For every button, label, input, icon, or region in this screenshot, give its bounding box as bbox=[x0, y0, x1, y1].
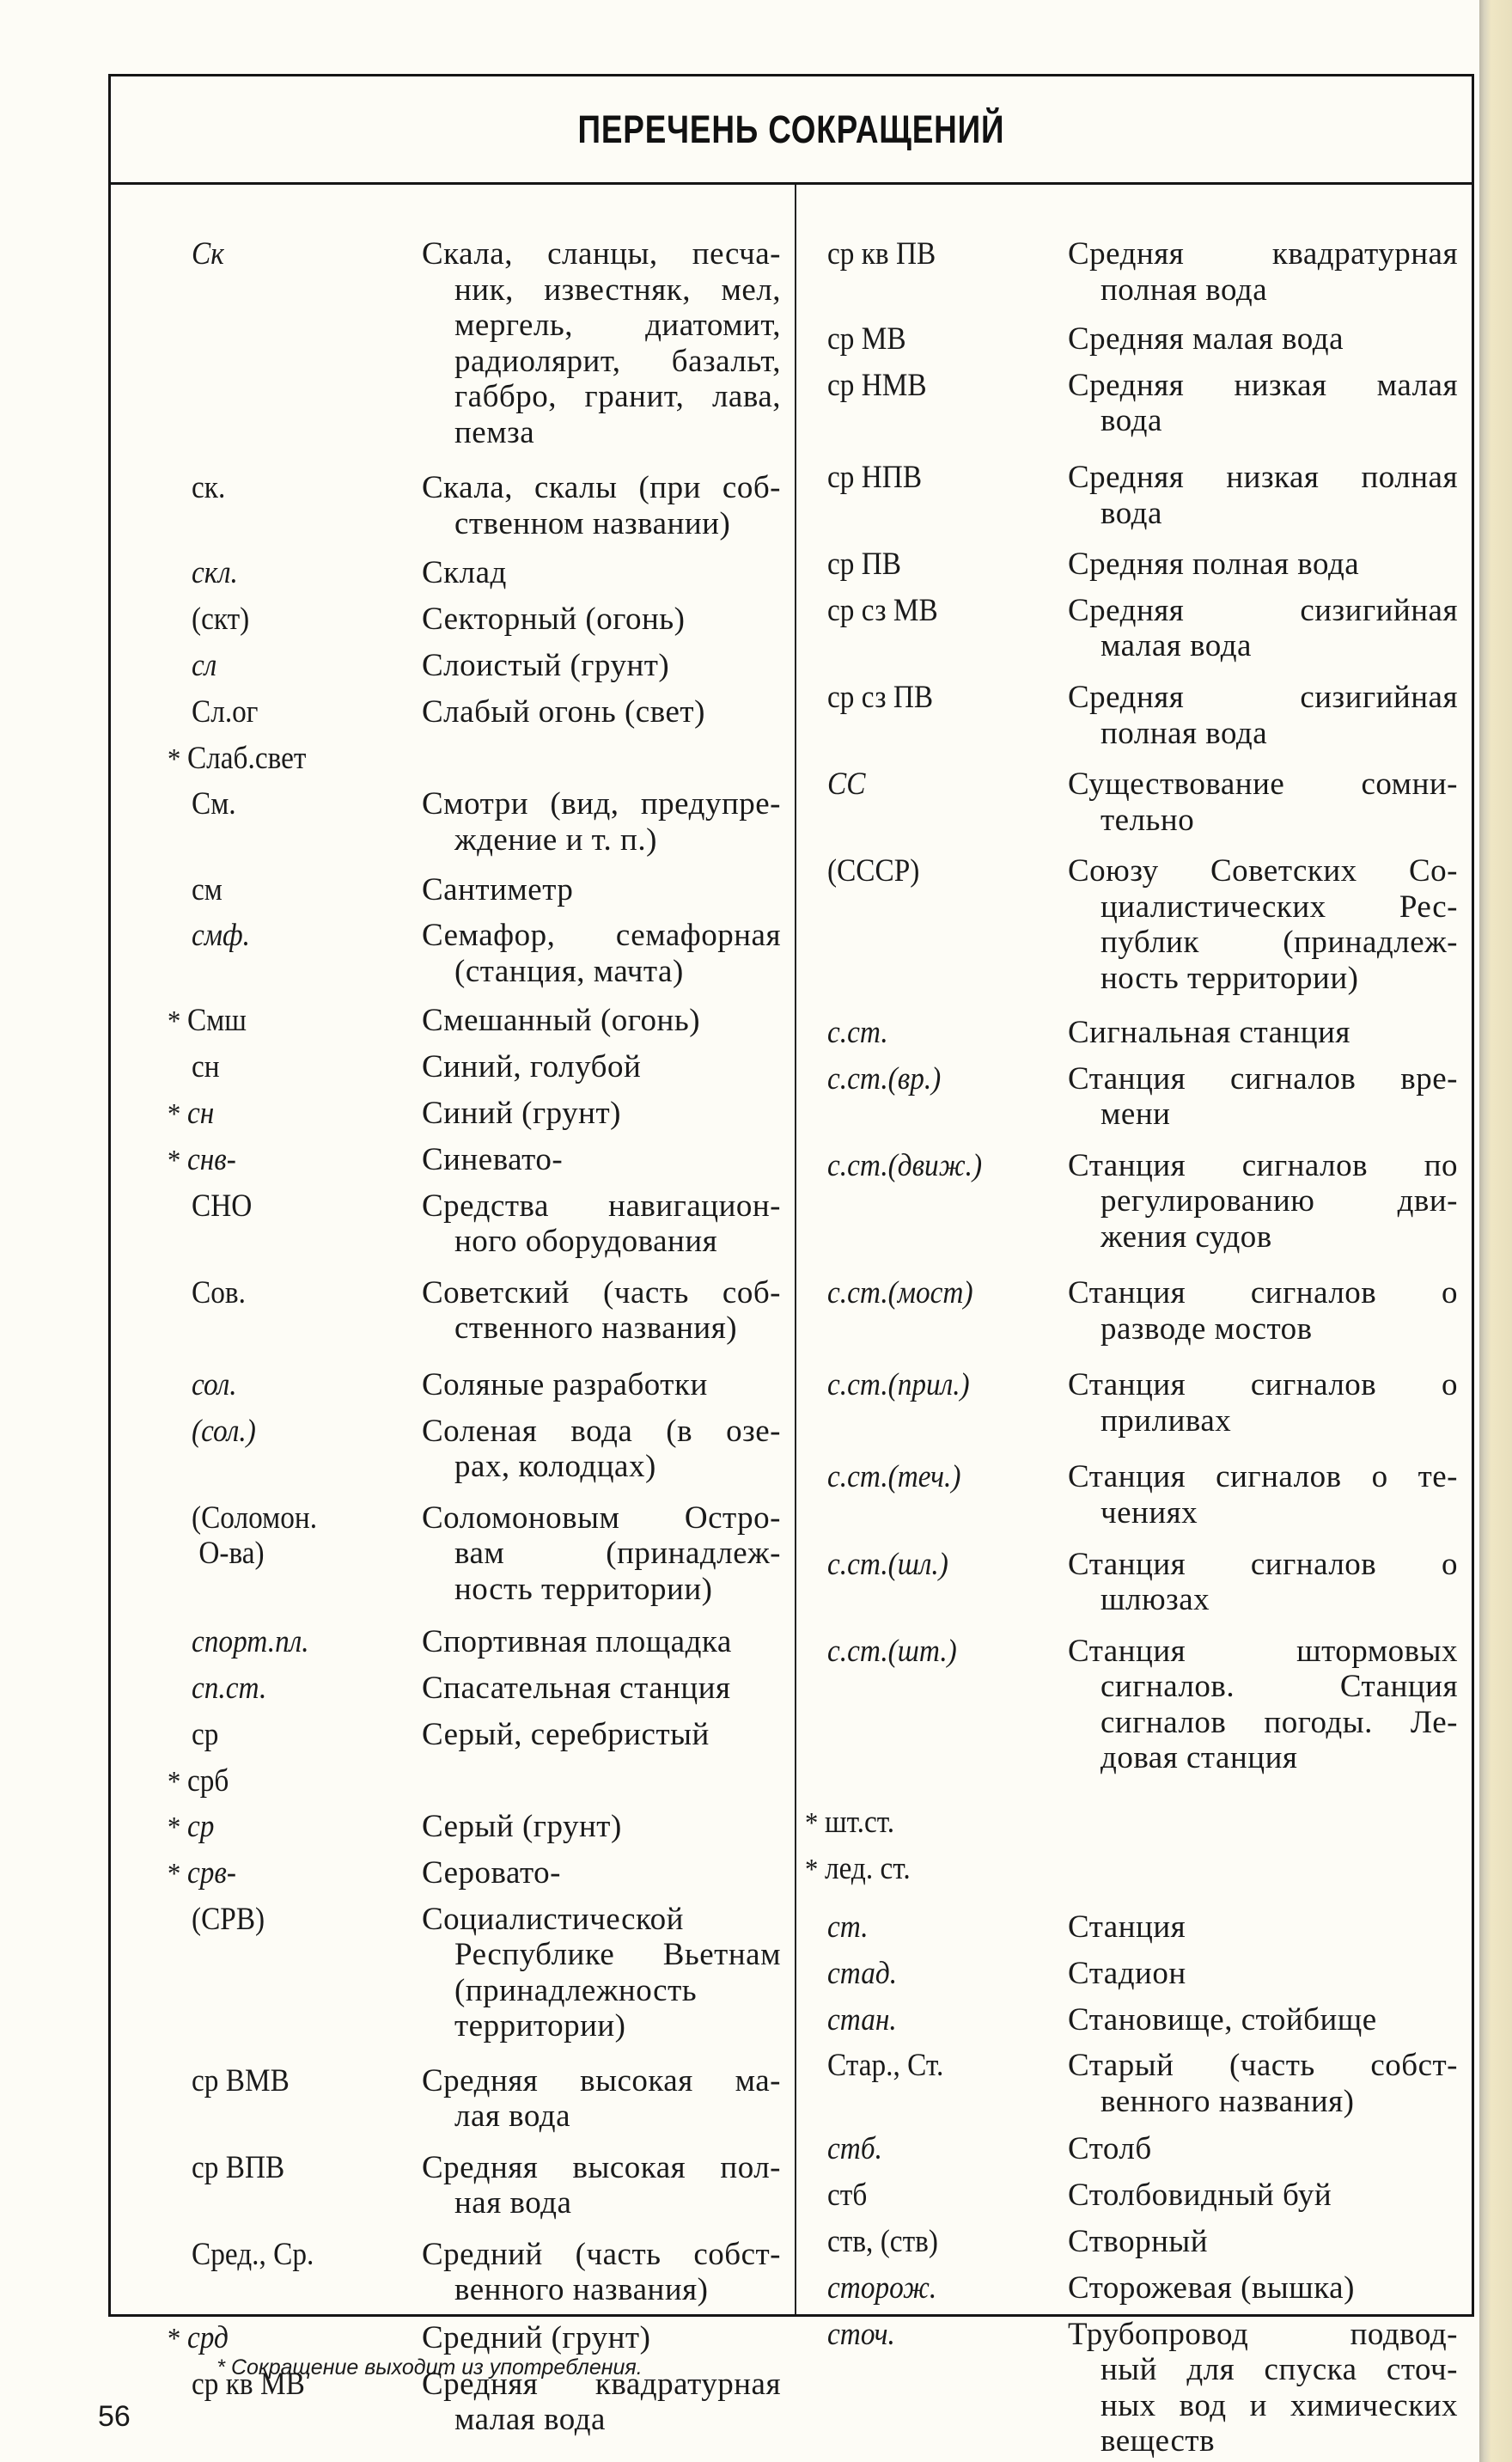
definition-line: Средняя квадратурная bbox=[1068, 236, 1458, 272]
obsolete-asterisk: * bbox=[168, 1144, 187, 1176]
abbreviation-text: Ск bbox=[192, 236, 224, 272]
definition bbox=[1068, 2270, 1458, 2306]
abbreviation-text: сп.ст. bbox=[192, 1670, 267, 1706]
abbreviation bbox=[827, 1148, 982, 1183]
definition bbox=[422, 918, 781, 989]
definition-line: радиолярит, базальт, bbox=[454, 343, 781, 379]
abbreviation-text: стб bbox=[827, 2178, 868, 2214]
definition bbox=[1068, 2002, 1458, 2038]
definition bbox=[1068, 321, 1458, 357]
definition-line: Станция сигналов по bbox=[1068, 1147, 1458, 1183]
definition bbox=[1068, 680, 1458, 751]
definition bbox=[422, 1500, 781, 1608]
definition bbox=[422, 1096, 781, 1132]
definition bbox=[422, 786, 781, 858]
definition-line: мергель, диатомит, bbox=[454, 308, 781, 343]
obsolete-asterisk: * bbox=[805, 1807, 825, 1840]
abbreviation-text: ср сз МВ bbox=[827, 592, 938, 628]
abbreviation-text: лед. ст. bbox=[824, 1851, 911, 1887]
definition-line: Склад bbox=[422, 555, 507, 591]
definition bbox=[422, 648, 781, 684]
abbreviation-text: шт.ст. bbox=[824, 1805, 895, 1841]
abbreviation-text: Сов. bbox=[192, 1274, 246, 1310]
abbreviation bbox=[827, 1909, 869, 1945]
definition bbox=[422, 1367, 781, 1403]
definition-line: вода bbox=[1100, 403, 1162, 439]
abbreviation-text: ср кв МВ bbox=[192, 2366, 305, 2402]
definition-line: ность территории) bbox=[1100, 960, 1359, 996]
definition-line: Станция сигналов о bbox=[1068, 1546, 1458, 1582]
abbreviation bbox=[827, 1956, 897, 1991]
abbreviation bbox=[192, 1414, 256, 1449]
abbreviation bbox=[827, 1459, 960, 1494]
abbreviation bbox=[827, 368, 927, 403]
abbreviation-text: сточ. bbox=[827, 2316, 895, 2352]
abbreviation-text: См. bbox=[192, 786, 236, 822]
abbreviation bbox=[192, 236, 224, 272]
definition-line: довая станция bbox=[1100, 1740, 1298, 1776]
definition-line: Станция bbox=[1068, 1909, 1186, 1945]
abbreviation-text: (СРВ) bbox=[192, 1901, 265, 1937]
definition-line: жения судов bbox=[1100, 1219, 1272, 1255]
definition-line: Средняя сизигийная bbox=[1068, 680, 1458, 715]
definition-line: венного названия) bbox=[1100, 2083, 1355, 2119]
abbreviation bbox=[192, 1717, 218, 1752]
abbreviation bbox=[827, 680, 933, 715]
abbreviation bbox=[827, 2224, 938, 2259]
abbreviation-text: ср сз ПВ bbox=[827, 680, 934, 715]
definition-line: Советский (часть соб- bbox=[422, 1274, 781, 1310]
definition-line: Республике Вьетнам bbox=[454, 1937, 781, 1973]
abbreviation bbox=[805, 1851, 911, 1887]
abbreviation bbox=[168, 1763, 229, 1799]
abbreviation-text: спорт.пл. bbox=[192, 1624, 309, 1660]
definition bbox=[1068, 1459, 1458, 1530]
definition bbox=[1068, 1148, 1458, 1255]
obsolete-asterisk: * bbox=[168, 1858, 187, 1891]
definition-line: Средний (грунт) bbox=[422, 2319, 651, 2355]
definition-line: Стадион bbox=[1068, 1955, 1186, 1991]
abbreviation-text: ср НМВ bbox=[827, 367, 927, 403]
definition bbox=[422, 2237, 781, 2308]
obsolete-asterisk: * bbox=[168, 1811, 187, 1844]
abbreviation-text: сл bbox=[192, 648, 217, 683]
definition bbox=[1068, 1956, 1458, 1992]
definition-line: Столб bbox=[1068, 2131, 1152, 2167]
definition bbox=[422, 1003, 781, 1039]
definition bbox=[422, 1902, 781, 2044]
definition bbox=[1068, 1634, 1458, 1776]
definition bbox=[1068, 1015, 1458, 1051]
abbreviation-text: снв- bbox=[186, 1141, 236, 1177]
definition bbox=[1068, 767, 1458, 838]
definition-line: Слабый огонь (свет) bbox=[422, 693, 705, 730]
abbreviation bbox=[827, 1015, 888, 1050]
abbreviation bbox=[192, 648, 216, 683]
abbreviation bbox=[827, 2178, 867, 2213]
definition-line: Серый (грунт) bbox=[422, 1809, 622, 1845]
abbreviation bbox=[168, 1855, 236, 1891]
definition-line: Средний (часть собст- bbox=[422, 2236, 781, 2272]
definition bbox=[422, 602, 781, 638]
definition-line: Спортивная площадка bbox=[422, 1624, 732, 1660]
abbreviation-text: с.ст.(прил.) bbox=[827, 1367, 970, 1403]
abbreviation-text: сн bbox=[192, 1049, 220, 1085]
definition bbox=[422, 470, 781, 541]
definition bbox=[422, 2150, 781, 2221]
abbreviation-text: Слаб.свет bbox=[186, 740, 307, 776]
definition-line: Скала, скалы (при соб- bbox=[422, 470, 781, 506]
abbreviation bbox=[827, 236, 936, 272]
definition bbox=[1068, 236, 1458, 308]
abbreviation bbox=[192, 1671, 266, 1706]
abbreviation-text: с.ст.(шл.) bbox=[827, 1546, 948, 1582]
page-title: ПЕРЕЧЕНЬ СОКРАЩЕНИЙ bbox=[577, 107, 1005, 151]
footnote bbox=[0, 2355, 1512, 2380]
abbreviation-text: стан. bbox=[827, 2001, 897, 2037]
abbreviation bbox=[192, 1500, 317, 1571]
definition-line: малая вода bbox=[454, 2402, 606, 2438]
definition-line: (принадлежность bbox=[454, 1972, 698, 2008]
abbreviation bbox=[192, 2237, 314, 2272]
definition-line: сигналов погоды. Ле- bbox=[1100, 1704, 1458, 1740]
abbreviation-text: смф. bbox=[192, 918, 251, 954]
abbreviation bbox=[192, 2063, 290, 2099]
abbreviation bbox=[168, 2320, 229, 2356]
abbreviation bbox=[827, 2270, 936, 2306]
abbreviation-text: (сол.) bbox=[192, 1413, 256, 1449]
definition-line: Смешанный (огонь) bbox=[422, 1003, 701, 1039]
definition bbox=[422, 1717, 781, 1753]
abbreviation bbox=[192, 872, 223, 907]
obsolete-asterisk: * bbox=[168, 2322, 187, 2355]
definition-line: Средняя квадратурная bbox=[422, 2366, 781, 2402]
definition bbox=[422, 2063, 781, 2135]
definition-line: ный для спуска сточ- bbox=[1100, 2352, 1458, 2388]
definition-line: Слоистый (грунт) bbox=[422, 648, 670, 683]
definition-line: Станция сигналов о те- bbox=[1068, 1459, 1458, 1495]
definition bbox=[1068, 2178, 1458, 2214]
definition-line: Средняя высокая пол- bbox=[422, 2149, 781, 2185]
abbreviation bbox=[827, 767, 865, 802]
definition bbox=[1068, 2048, 1458, 2119]
definition-line: тельно bbox=[1100, 802, 1195, 838]
abbreviation-text: стад. bbox=[827, 1955, 898, 1991]
definition-line: Сантиметр bbox=[422, 871, 574, 907]
definition-line: Створный bbox=[1068, 2224, 1209, 2259]
abbreviation-text: см bbox=[192, 871, 223, 907]
abbreviation-text: скл. bbox=[192, 555, 238, 591]
abbreviation-text: (Соломон. O-ва) bbox=[192, 1500, 318, 1571]
definition bbox=[1068, 2131, 1458, 2167]
abbreviation-text: с.ст.(теч.) bbox=[827, 1459, 961, 1495]
abbreviation-text: стб. bbox=[827, 2131, 882, 2167]
definition-line: Соляные разработки bbox=[422, 1366, 708, 1402]
definition-line: полная вода bbox=[1100, 272, 1268, 308]
definition-line: пемза bbox=[454, 414, 535, 450]
definition-line: сигналов. Станция bbox=[1100, 1669, 1458, 1705]
abbreviation bbox=[192, 1275, 246, 1310]
title-row bbox=[111, 76, 1472, 185]
definition-line: (станция, мачта) bbox=[454, 953, 684, 989]
abbreviation-text: (СССР) bbox=[827, 853, 920, 889]
definition-line: лая вода bbox=[454, 2099, 571, 2135]
abbreviation-text: (скт) bbox=[192, 602, 250, 638]
definition-line: Сторожевая (вышка) bbox=[1068, 2270, 1355, 2306]
definition-line: Средняя низкая полная bbox=[1068, 460, 1458, 495]
abbreviation-text: с.ст.(вр.) bbox=[827, 1060, 942, 1097]
abbreviation bbox=[168, 741, 306, 777]
definition bbox=[422, 1188, 781, 1260]
abbreviation bbox=[827, 2317, 895, 2352]
abbreviation bbox=[192, 1188, 252, 1224]
abbreviation bbox=[827, 1547, 948, 1582]
definition-line: полная вода bbox=[1100, 715, 1268, 751]
definition bbox=[422, 872, 781, 908]
definition bbox=[422, 555, 781, 591]
definition bbox=[1068, 368, 1458, 439]
abbreviation bbox=[168, 1003, 247, 1039]
abbreviation-text: с.ст.(мост) bbox=[827, 1275, 973, 1311]
abbreviation bbox=[827, 1061, 941, 1097]
definition-line: ная вода bbox=[454, 2185, 572, 2221]
abbreviation-text: сол. bbox=[192, 1366, 237, 1402]
definition-line: Средняя малая вода bbox=[1068, 321, 1344, 357]
definition-line: ственного названия) bbox=[454, 1310, 738, 1347]
definition-line: Смотри (вид, предупре- bbox=[422, 786, 781, 822]
abbreviation-text: ск. bbox=[192, 470, 226, 506]
definition-line: Старый (часть собст- bbox=[1068, 2048, 1458, 2084]
definition-line: регулированию дви- bbox=[1100, 1183, 1458, 1219]
definition-line: Средняя полная вода bbox=[1068, 547, 1360, 583]
definition-line: ность территории) bbox=[454, 1571, 713, 1607]
abbreviation-text: ср НПВ bbox=[827, 460, 923, 495]
definition-line: габбро, гранит, лава, bbox=[454, 379, 781, 414]
definition-line: ных вод и химических bbox=[1100, 2387, 1458, 2423]
definition-line: Социалистической bbox=[422, 1901, 684, 1937]
abbreviation bbox=[192, 470, 225, 505]
definition-line: ждение и т. п.) bbox=[454, 822, 657, 858]
abbreviation-text: срв- bbox=[186, 1855, 236, 1891]
abbreviation bbox=[827, 1367, 970, 1402]
definition bbox=[1068, 1275, 1458, 1347]
abbreviation bbox=[168, 1809, 214, 1845]
definition-line: Союзу Советских Со- bbox=[1068, 853, 1458, 889]
obsolete-asterisk: * bbox=[805, 1854, 825, 1886]
definition bbox=[422, 1624, 781, 1660]
definition-line: Синий (грунт) bbox=[422, 1096, 621, 1131]
abbreviation-text: СС bbox=[827, 767, 866, 803]
obsolete-asterisk: * bbox=[168, 742, 187, 775]
definition-line: Существование сомни- bbox=[1068, 767, 1458, 803]
definition-line: приливах bbox=[1100, 1402, 1232, 1439]
abbreviation bbox=[192, 555, 238, 590]
definition-line: веществ bbox=[1100, 2423, 1216, 2459]
page-gutter bbox=[1479, 0, 1512, 2462]
definition-line: Соломоновым Остро- bbox=[422, 1500, 781, 1536]
abbreviation bbox=[827, 1634, 957, 1669]
definition bbox=[1068, 1367, 1458, 1439]
abbreviation bbox=[827, 321, 906, 357]
definition-line: территории) bbox=[454, 2008, 626, 2044]
definition-line: разводе мостов bbox=[1100, 1310, 1313, 1347]
definition-line: вам (принадлеж- bbox=[454, 1536, 781, 1572]
definition-line: венного названия) bbox=[454, 2272, 709, 2308]
abbreviation-text: ср bbox=[186, 1809, 215, 1845]
definition bbox=[422, 694, 781, 730]
definition-line: вода bbox=[1100, 495, 1162, 531]
abbreviation bbox=[827, 1275, 973, 1310]
abbreviation-text: сторож. bbox=[827, 2270, 937, 2306]
definition-line: Средняя сизигийная bbox=[1068, 592, 1458, 628]
definition bbox=[1068, 2224, 1458, 2260]
definition-line: Становище, стойбище bbox=[1068, 2001, 1377, 2037]
abbreviation-text: срб bbox=[186, 1762, 229, 1799]
abbreviation-text: Стар., Ст. bbox=[827, 2048, 944, 2084]
definition bbox=[1068, 593, 1458, 664]
definition-line: Соленая вода (в озе- bbox=[422, 1413, 781, 1449]
definition-line: Скала, сланцы, песча- bbox=[422, 236, 781, 272]
definition-line: Трубопровод подвод- bbox=[1068, 2316, 1458, 2352]
definition-line: Синий, голубой bbox=[422, 1049, 642, 1085]
abbreviation bbox=[827, 2048, 943, 2083]
footnote-text: * Сокращение выходит из употребления. bbox=[216, 2355, 643, 2380]
abbreviation-text: Смш bbox=[186, 1003, 247, 1039]
definition-line: циалистических Рес- bbox=[1100, 889, 1458, 925]
abbreviation bbox=[168, 1142, 236, 1178]
definition bbox=[1068, 1909, 1458, 1946]
definition-line: ственном названии) bbox=[454, 505, 731, 541]
obsolete-asterisk: * bbox=[168, 1098, 187, 1130]
definition-line: чениях bbox=[1100, 1494, 1198, 1530]
definition bbox=[422, 1142, 781, 1178]
definition-line: Сигнальная станция bbox=[1068, 1014, 1350, 1050]
abbreviation bbox=[168, 1096, 214, 1132]
definition bbox=[1068, 547, 1458, 583]
definition-line: Спасательная станция bbox=[422, 1670, 731, 1706]
definition bbox=[422, 1671, 781, 1707]
definition bbox=[422, 2320, 781, 2356]
abbreviation bbox=[827, 460, 922, 495]
definition bbox=[1068, 2317, 1458, 2459]
definition bbox=[1068, 1547, 1458, 1618]
abbreviation bbox=[192, 694, 258, 730]
abbreviation bbox=[192, 602, 249, 637]
abbreviation-text: СНО bbox=[192, 1188, 253, 1224]
abbreviation-text: с.ст.(шт.) bbox=[827, 1633, 957, 1669]
abbreviation-text: сн bbox=[186, 1096, 215, 1131]
abbreviation-text: ср bbox=[192, 1716, 219, 1752]
definition bbox=[422, 1855, 781, 1891]
right-column bbox=[796, 185, 1472, 2459]
definition bbox=[1068, 460, 1458, 531]
definition-line: рах, колодцах) bbox=[454, 1449, 656, 1485]
definition-line: ник, известняк, мел, bbox=[454, 272, 781, 308]
abbreviation-text: Сл.ог bbox=[192, 693, 259, 730]
definition-line: ного оборудования bbox=[454, 1224, 718, 1260]
abbreviation bbox=[192, 918, 250, 953]
abbreviation-text: Сред., Ср. bbox=[192, 2236, 314, 2272]
definition bbox=[422, 236, 781, 450]
definition-line: Станция штормовых bbox=[1068, 1633, 1458, 1669]
obsolete-asterisk: * bbox=[168, 1765, 187, 1798]
definition-line: Средняя низкая малая bbox=[1068, 367, 1458, 403]
abbreviation-text: срд bbox=[186, 2319, 229, 2355]
abbreviation bbox=[192, 1367, 237, 1402]
definition-line: Средняя высокая ма- bbox=[422, 2062, 781, 2099]
abbreviation-text: ср ПВ bbox=[827, 547, 902, 583]
definition bbox=[422, 1809, 781, 1845]
definition bbox=[422, 1049, 781, 1085]
abbreviation-text: с.ст.(движ.) bbox=[827, 1147, 983, 1183]
abbreviation-text: ср ВПВ bbox=[192, 2149, 285, 2185]
definition bbox=[422, 1414, 781, 1485]
abbreviation bbox=[192, 1902, 265, 1937]
definition-line: мени bbox=[1100, 1097, 1171, 1133]
definition-line: Станция сигналов вре- bbox=[1068, 1060, 1458, 1097]
definition-line: малая вода bbox=[1100, 628, 1252, 664]
page-number: 56 bbox=[98, 2400, 131, 2433]
definition-line: Серовато- bbox=[422, 1855, 562, 1891]
abbreviation bbox=[192, 2150, 284, 2185]
abbreviation bbox=[827, 2131, 882, 2166]
definition-line: Столбовидный буй bbox=[1068, 2178, 1332, 2214]
definition-line: Средства навигацион- bbox=[422, 1188, 781, 1224]
abbreviation bbox=[827, 2002, 897, 2037]
definition-line: Секторный (огонь) bbox=[422, 602, 686, 638]
definition bbox=[1068, 853, 1458, 996]
obsolete-asterisk: * bbox=[168, 1005, 187, 1038]
definition-line: Станция сигналов о bbox=[1068, 1367, 1458, 1403]
definition bbox=[422, 1275, 781, 1347]
abbreviation-text: ст. bbox=[827, 1909, 869, 1945]
abbreviation bbox=[827, 853, 919, 889]
definition-line: шлюзах bbox=[1100, 1582, 1210, 1617]
abbreviation-text: ств, (ств) bbox=[827, 2224, 938, 2259]
definition-line: Серый, серебристый bbox=[422, 1716, 710, 1752]
abbreviation bbox=[805, 1805, 894, 1841]
definition-line: Семафор, семафорная bbox=[422, 918, 781, 954]
abbreviation bbox=[192, 786, 236, 822]
abbreviation-text: ср кв ПВ bbox=[827, 236, 936, 272]
definition bbox=[1068, 1061, 1458, 1133]
abbreviation-text: ср МВ bbox=[827, 321, 906, 357]
definition-line: Синевато- bbox=[422, 1141, 564, 1177]
abbreviation-text: с.ст. bbox=[827, 1014, 888, 1050]
definition-line: Станция сигналов о bbox=[1068, 1275, 1458, 1311]
abbreviation bbox=[827, 593, 938, 628]
abbreviation bbox=[192, 1049, 220, 1084]
definition-line: публик (принадлеж- bbox=[1100, 925, 1458, 961]
abbreviation bbox=[192, 1624, 309, 1659]
abbreviation-text: ср ВМВ bbox=[192, 2062, 290, 2099]
abbreviation bbox=[827, 547, 901, 582]
